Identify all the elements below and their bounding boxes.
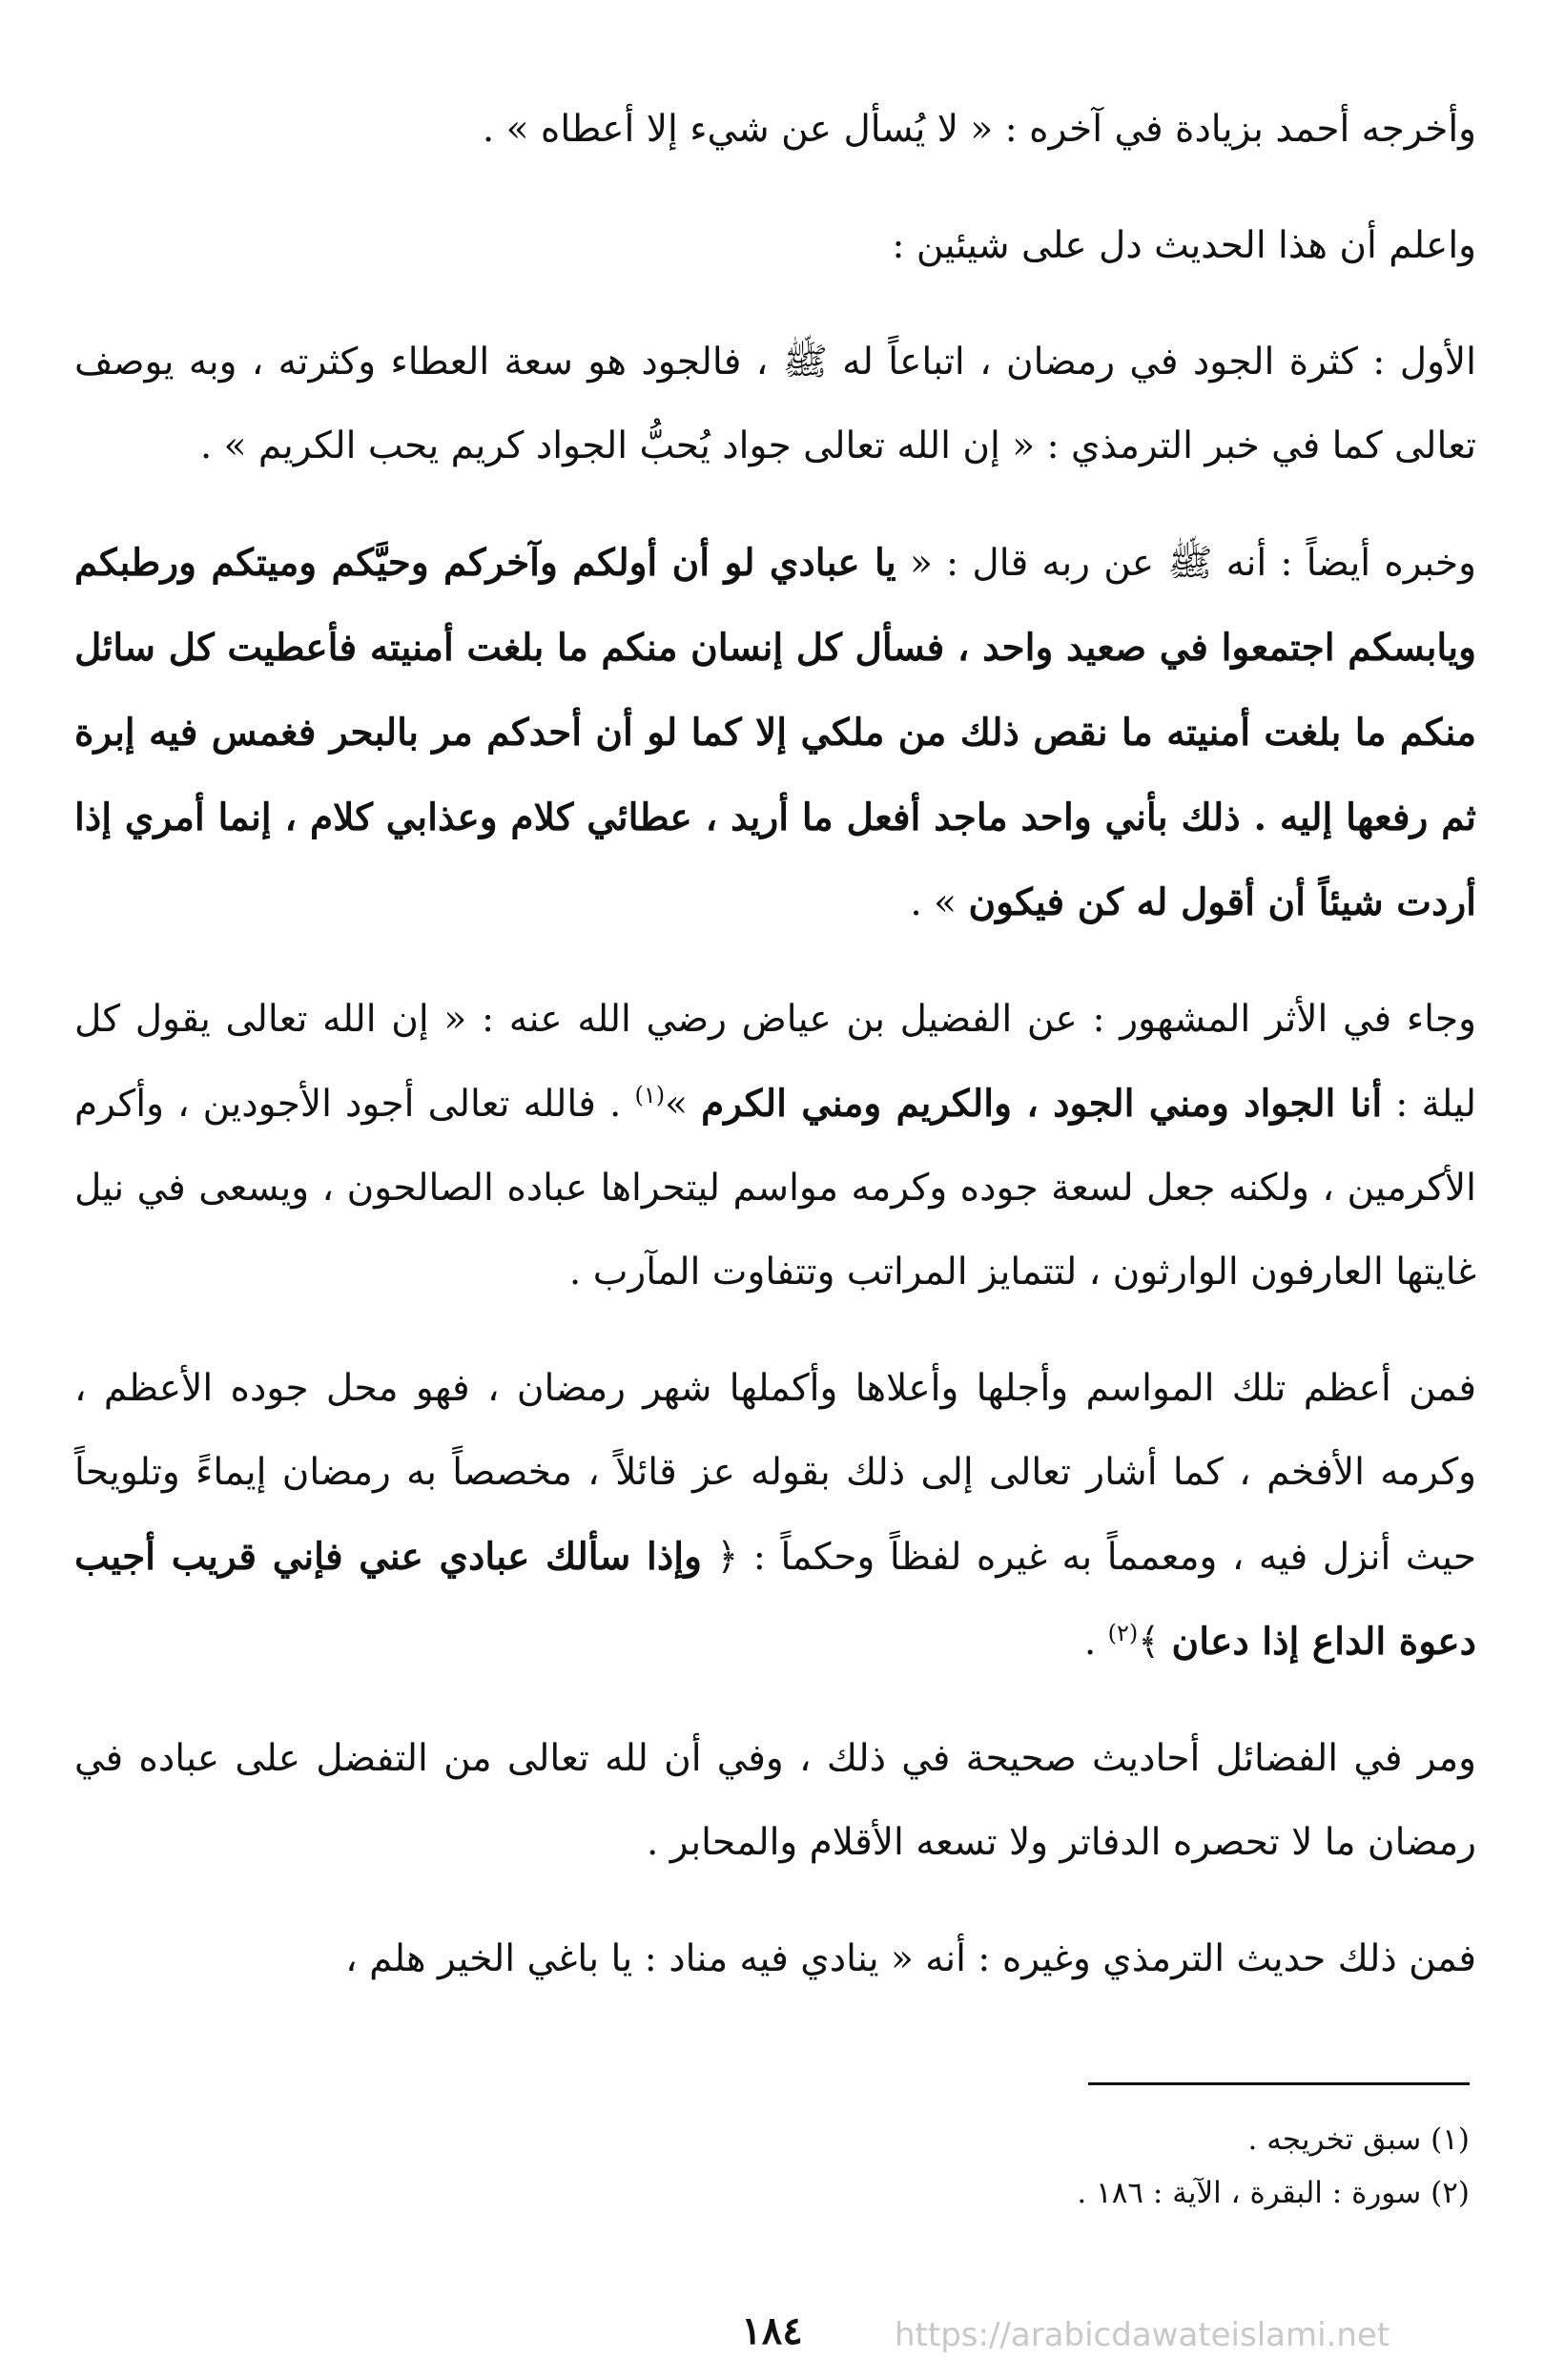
text-segment: ومر في الفضائل أحاديث صحيحة في ذلك ، وفي أن لله تعالى من التفضل على عباده في رمضان ما لا تحصره الدفاتر ولا تسعه الأقلام والمحابر . [74,1737,1476,1864]
paragraph [74,1347,1476,1685]
text-segment: وأخرجه أحمد بزيادة في آخره : « لا يُسأل عن شيء إلا أعطاه » . [482,108,1476,151]
footnote-2: (٢) سورة : البقرة ، الآية : ١٨٦ . [1077,2176,1470,2210]
paragraph [74,1917,1476,2001]
quoted-text: وإذا سألك عبادي عني فإني قريب أجيب دعوة الداع إذا دعان [74,1535,1476,1664]
main-text [74,88,1476,2034]
watermark-url: https://arabicdawateislami.net [895,2316,1390,2354]
footnote-separator [1088,2082,1470,2085]
quoted-text: يا عبادي لو أن أولكم وآخركم وحيَّكم وميتكم ورطبكم ويابسكم اجتمعوا في صعيد واحد ، فسأل كل إنسان منكم ما بلغت أمنيته فأعطيت كل سائل منكم ما بلغت أمنيته ما نقص ذلك من ملكي إلا كما لو أن أحدكم مر بالبحر فغمس فيه إبرة ثم رفعها إليه . ذلك بأني واحد ماجد أفعل ما أريد ، عطائي كلام وعذابي كلام ، إنما أمري إذا أردت شيئاً أن أقول له كن فيكون [74,541,1476,924]
paragraph [74,521,1476,945]
footnotes [516,2113,1470,2220]
text-segment: » . [910,881,969,924]
paragraph [74,204,1476,288]
paragraph [74,88,1476,172]
footnote-marker: (٢) [1107,1620,1139,1646]
text-segment: واعلم أن هذا الحديث دل على شيئين : [892,224,1476,267]
text-segment: . [1083,1621,1108,1664]
text-segment: الأول : كثرة الجود في رمضان ، اتباعاً له ﷺ ، فالجود هو سعة العطاء وكثرته ، وبه يوصف تعالى كما في خبر الترمذي : « إن الله تعالى جواد يُحبُّ الجواد كريم يحب الكريم » . [74,341,1476,467]
text-segment: فمن أعظم تلك المواسم وأجلها وأعلاها وأكملها شهر رمضان ، فهو محل جوده الأعظم ، وكرمه الأفخم ، كما أشار تعالى إلى ذلك بقوله عز قائلاً ، مخصصاً به رمضان إيماءً وتلويحاً حيث أنزل فيه ، ومعمماً به غيره لفظاً وحكماً : ﴿ [74,1367,1476,1579]
text-segment: وجاء في الأثر المشهور : عن الفضيل بن عياض رضي الله عنه : « إن الله تعالى يقول كل ليلة : [74,998,1476,1126]
text-segment: فمن ذلك حديث الترمذي وغيره : أنه « ينادي فيه مناد : يا باغي الخير هلم ، [345,1937,1476,1980]
footnote-1: (١) سبق تخريجه . [1247,2122,1470,2157]
text-segment: . فالله تعالى أجود الأجودين ، وأكرم الأكرمين ، ولكنه جعل لسعة جوده وكرمه مواسم ليتحراها عباده الصالحون ، ويسعى في نيل غايتها العارفون الوارثون ، لتتمايز المراتب وتتفاوت المآرب . [74,1083,1476,1293]
quoted-text: أنا الجواد ومني الجود ، والكريم ومني الكرم [701,1082,1383,1126]
text-segment: » [665,1083,702,1126]
footnote-marker: (١) [634,1082,666,1108]
text-segment: ﴾ [1138,1621,1172,1664]
paragraph [74,321,1476,488]
paragraph [74,1717,1476,1885]
text-segment: وخبره أيضاً : أنه ﷺ عن ربه قال : « [896,542,1476,585]
page-number-text: ١٨٤ [741,2308,803,2353]
paragraph [74,978,1476,1314]
